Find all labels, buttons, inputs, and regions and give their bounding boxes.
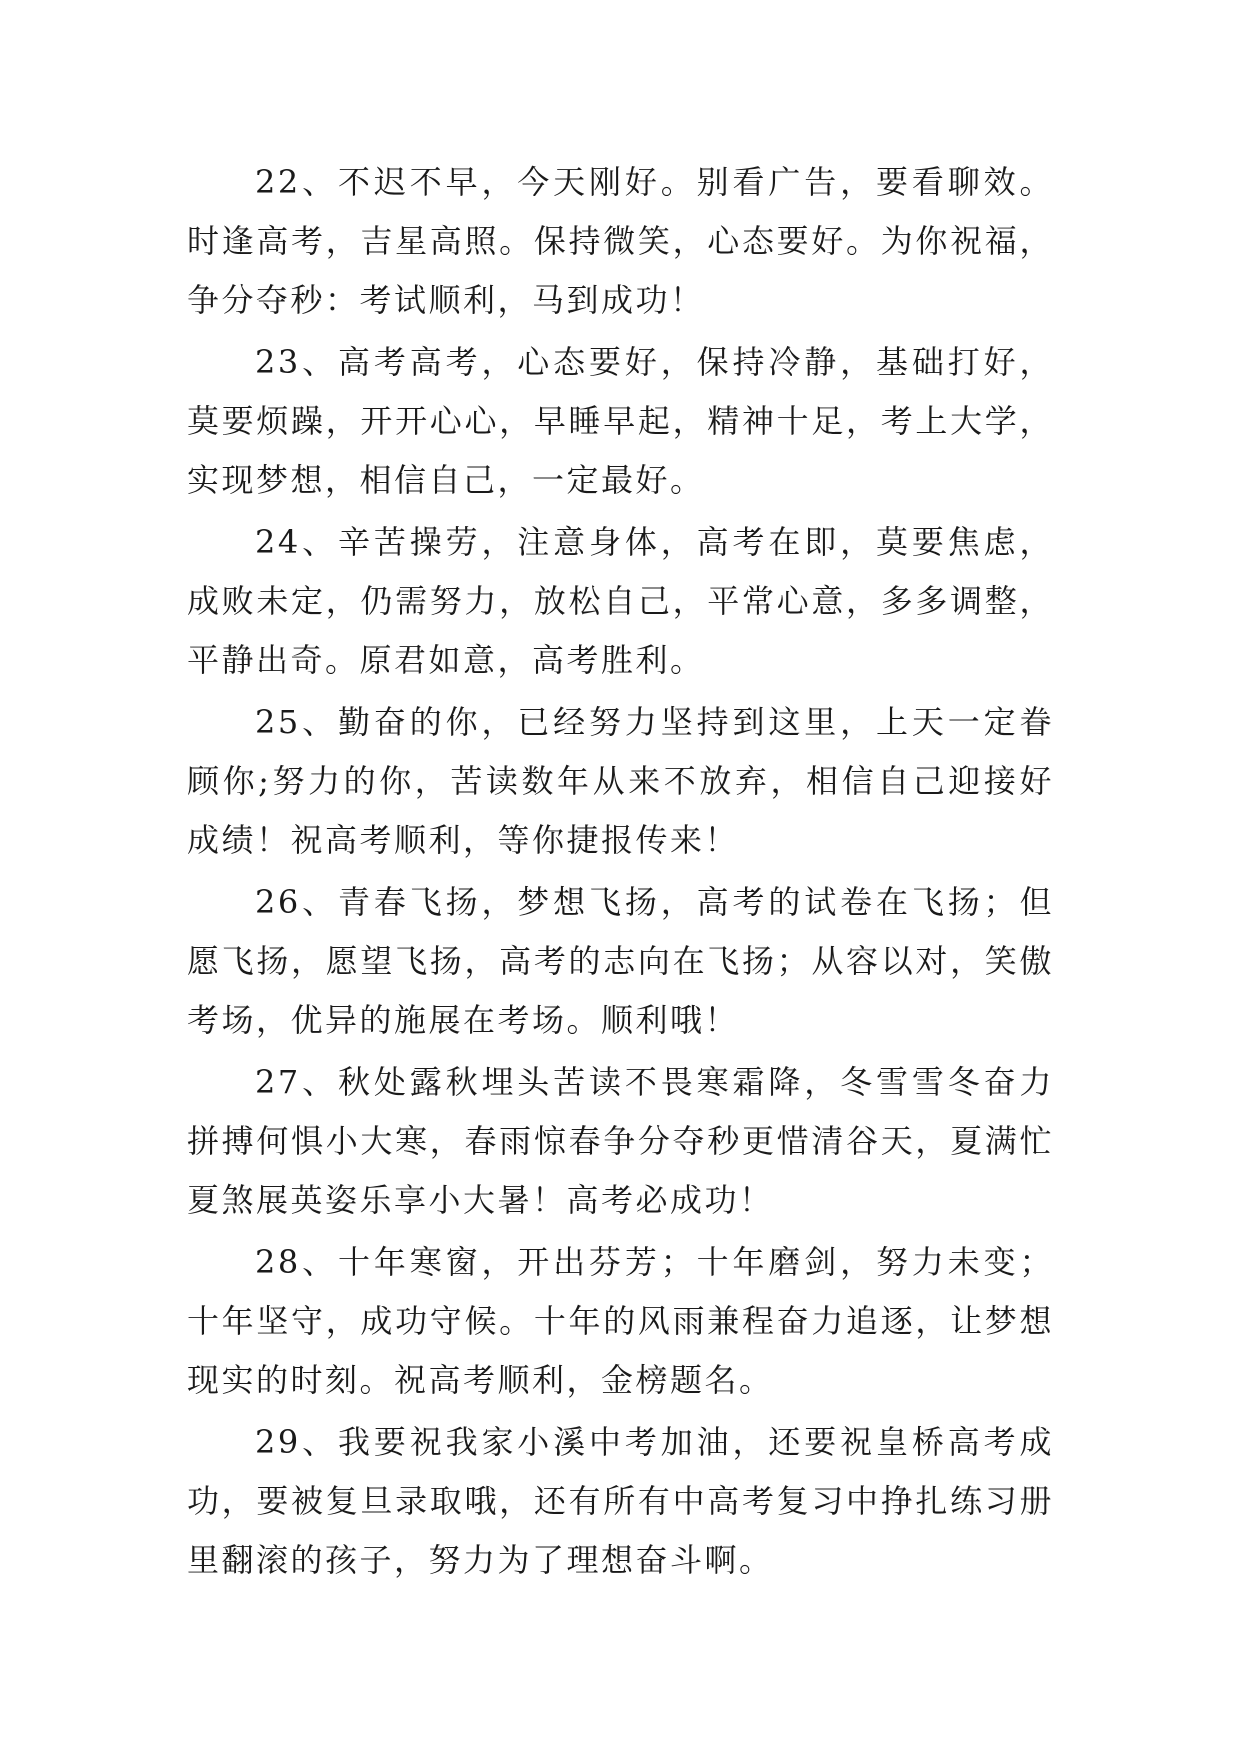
paragraph-26: 26、青春飞扬，梦想飞扬，高考的试卷在飞扬；但愿飞扬，愿望飞扬，高考的志向在飞扬；从容以对，笑傲考场，优异的施展在考场。顺利哦！ — [187, 883, 1054, 1039]
paragraph-22: 22、不迟不早，今天刚好。别看广告，要看聊效。时逢高考，吉星高照。保持微笑，心态要好。为你祝福，争分夺秒：考试顺利，马到成功！ — [187, 163, 1054, 319]
paragraph-28: 28、十年寒窗，开出芬芳；十年磨剑，努力未变；十年坚守，成功守候。十年的风雨兼程奋力追逐，让梦想现实的时刻。祝高考顺利，金榜题名。 — [187, 1243, 1054, 1399]
paragraph-23: 23、高考高考，心态要好，保持冷静，基础打好，莫要烦躁，开开心心，早睡早起，精神十足，考上大学，实现梦想，相信自己，一定最好。 — [187, 343, 1054, 499]
paragraph-25: 25、勤奋的你，已经努力坚持到这里，上天一定眷顾你;努力的你，苦读数年从来不放弃，相信自己迎接好成绩！祝高考顺利，等你捷报传来！ — [187, 703, 1054, 859]
paragraph-27: 27、秋处露秋埋头苦读不畏寒霜降，冬雪雪冬奋力拼搏何惧小大寒，春雨惊春争分夺秒更惜清谷天，夏满忙夏煞展英姿乐享小大暑！高考必成功！ — [187, 1063, 1054, 1219]
paragraph-29: 29、我要祝我家小溪中考加油，还要祝皇桥高考成功，要被复旦录取哦，还有所有中高考复习中挣扎练习册里翻滚的孩子，努力为了理想奋斗啊。 — [187, 1423, 1054, 1579]
document-body — [187, 153, 1054, 1593]
paragraph-24: 24、辛苦操劳，注意身体，高考在即，莫要焦虑，成败未定，仍需努力，放松自己，平常心意，多多调整，平静出奇。原君如意，高考胜利。 — [187, 523, 1054, 679]
